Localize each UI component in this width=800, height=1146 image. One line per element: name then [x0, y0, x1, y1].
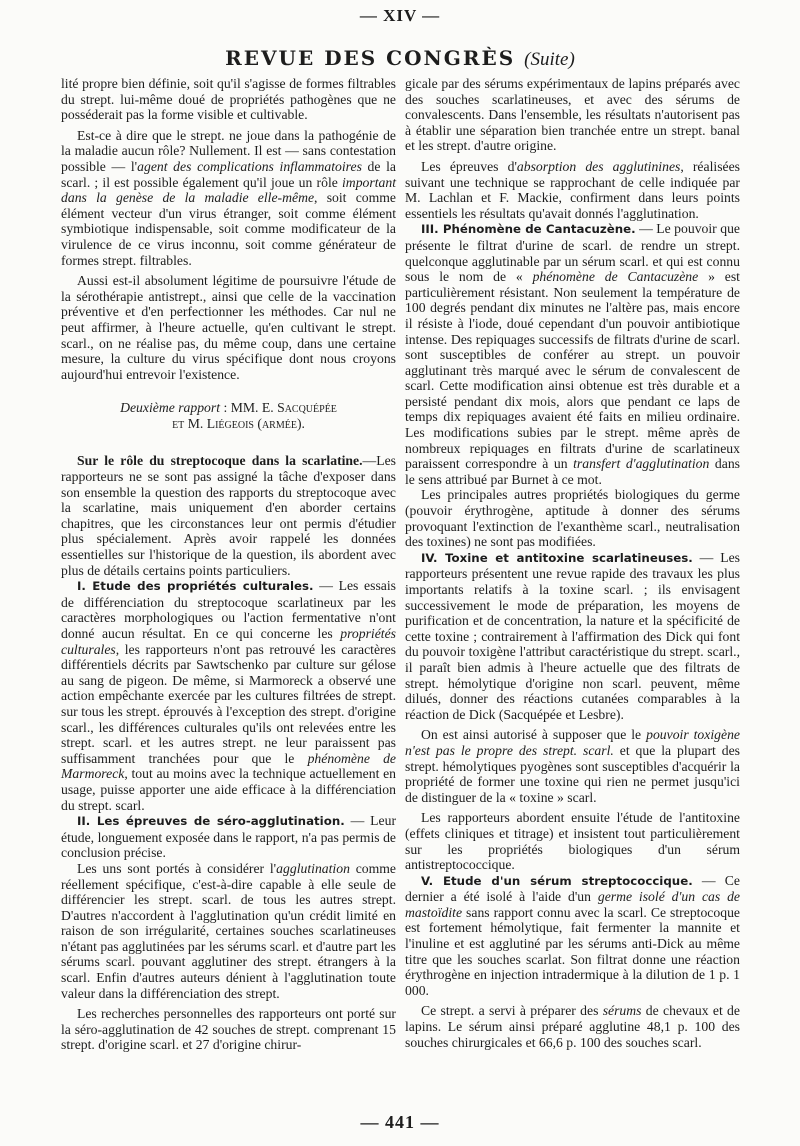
- paragraph: Les recherches personnelles des rapporteurs ont porté sur la séro-agglutination de 42 souches de strept. comprenant 15 strept. d'origine scarl. et 27 d'origine chirur-: [61, 1006, 396, 1053]
- rapport-authors-2: et M. Liégeois (armée).: [172, 415, 305, 431]
- section-heading: III. Phénomène de Cantacuzène.: [421, 222, 636, 237]
- left-column: [61, 76, 396, 1053]
- section-paragraph: IV. Toxine et antitoxine scarlatineuses. — Les rapporteurs présentent une revue rapide des travaux les plus importants relatifs à la toxine scarl. ; ils envisagent successivement le mode de préparation, les moyens de purification et de concentration, la nature et la spécificité de cette toxine ; contrairement à l'affirmation des Dick qui font du pouvoir toxigène l'attribut caractéristique du strept. scarl., il paraît bien admis à l'heure actuelle que des filtrats de strept. hémolytique d'origine non scarl. peuvent, même dilués, donner des réactions cutanées comparables à la réaction de Dick (Sacquépée et Lesbre).: [405, 549, 741, 722]
- section-paragraph: III. Phénomène de Cantacuzène. — Le pouvoir que présente le filtrat d'urine de scarl. de rendre un strept. quelconque agglutinable par un sérum scarl. et qui est connu sous le nom de « phénomène de Cantacuzène » est particulièrement résistant. Non seulement la température de 100 degrés pendant dix minutes ne l'altère pas, mais encore il résiste à l'iode, doué cependant d'un pouvoir antibiotique intense. Des repiquages successifs de filtrats d'urine de scarl. sont susceptibles de conférer au strept. un pouvoir agglutinant très marqué avec le sérum de convalescent de scarl. Cette modification ainsi obtenue est très durable et a persisté pendant dix mois, alors que pendant ce laps de temps dix repiquages avaient été faits en milieu ordinaire. Les modifications subies par le strept. même après de nombreux repiquages en filtrats d'urine de scarlatineux paraissent correspondre à un transfert d'agglutination dans le sens attribué par Burnet à ce mot.: [405, 221, 740, 487]
- section-paragraph: II. Les épreuves de séro-agglutination. — Leur étude, longuement exposée dans le rapport, n'a pas permis de conclusion précise.: [61, 813, 396, 861]
- running-head-suite: (Suite): [524, 49, 575, 70]
- paragraph: gicale par des sérums expérimentaux de lapins préparés avec des souches scarlatineuses, et avec des sérums de convalescents. Dans l'ensemble, les résultats n'autorisent pas à établir une séparation bien tranchée entre un strept. banal et les strept. d'autre origine.: [405, 76, 740, 154]
- section-heading: V. Etude d'un sérum streptococcique.: [421, 873, 693, 888]
- section-paragraph: I. Etude des propriétés culturales. — Les essais de différenciation du streptocoque scarlatineux par les caractères morphologiques ou l'action fermentative n'ont donné aucun résultat. En ce qui concerne les propriétés culturales, les rapporteurs n'ont pas retrouvé les caractères différentiels décrits par Sawtschenko par culture sur gélose au sang de pigeon. De même, si Marmoreck a observé une action empêchante exercée par les cultures filtrées de strept. sur tous les strept. éprouvés à l'exception des strept. d'origine scarl., les différences culturales qu'ils ont relevées entre les strept. scarl. et les autres strept. ne leur paraissent pas suffisamment tranchées pour que le phénomène de Marmoreck, tout au moins avec la technique actuellement en usage, puisse apporter une aide efficace à la différenciation du strept. scarl.: [61, 578, 397, 813]
- paragraph: Ce strept. a servi à préparer des sérums de chevaux et de lapins. Le sérum ainsi préparé agglutine 48,1 p. 100 des souches chirurgicales et 66,6 p. 100 des souches scarl.: [405, 1003, 740, 1050]
- right-column: [405, 76, 740, 1050]
- paragraph: Aussi est-il absolument légitime de poursuivre l'étude de la sérothérapie antistrept., ainsi que celle de la vaccination préventive et d'en perfectionner les méthodes. Car nul ne peut affirmer, à l'heure actuelle, qu'en cultivant le strept. scarl., on ne réalise pas, du même coup, dans une certaine mesure, la culture du virus spécifique dont nous croyons aujourd'hui entrevoir l'existence.: [61, 273, 396, 382]
- rapport-heading: [61, 400, 396, 431]
- running-head-title: REVUE DES CONGRÈS: [225, 46, 516, 70]
- paragraph: Sur le rôle du streptocoque dans la scarlatine.—Les rapporteurs ne se sont pas assigné la tâche d'exposer dans son ensemble la question des rapports du streptocoque avec la scarlatine, mais uniquement d'en aborder certains chapitres, que les circonstances leur ont permis d'étudier plus spécialement. Après avoir rappelé les données essentielles sur l'historique de la question, ils abordent avec plus de détails certains points particuliers.: [61, 453, 396, 578]
- paragraph: Les uns sont portés à considérer l'agglutination comme réellement spécifique, c'est-à-dire capable à elle seule de différencier les strept. scarl. de tous les autres strept. D'autres n'accordent à l'agglutination qu'un crédit limité en raison de son irrégularité, certaines souches scarlatineuses n'étant pas agglutinées par les sérums scarl. et d'autre part les sérums scarl. pouvant agglutiner des strept. étrangers à la scarl. Enfin d'autres auteurs dénient à l'agglutination toute valeur dans la différenciation des strept.: [61, 860, 397, 1001]
- rapport-label: Deuxième rapport: [120, 400, 221, 416]
- running-head: [0, 46, 800, 71]
- paragraph: Est-ce à dire que le strept. ne joue dans la pathogénie de la maladie aucun rôle? Nullement. Il est — sans contestation possible — l'agent des complications inflammatoires de la scarl. ; il est possible également qu'il joue un rôle important dans la genèse de la maladie elle-même, soit comme élément vecteur d'un virus étranger, soit comme élément symbiotique indispensable, soit comme modificateur de la virulence de ce virus inconnu, soit comme générateur de formes strept. filtrables.: [61, 127, 396, 268]
- section-heading: I. Etude des propriétés culturales.: [77, 579, 314, 594]
- section-heading: IV. Toxine et antitoxine scarlatineuses.: [421, 550, 693, 565]
- section-heading: II. Les épreuves de séro-agglutination.: [77, 814, 345, 829]
- section-paragraph: V. Etude d'un sérum streptococcique. — Ce dernier a été isolé à l'aide d'un germe isolé d'un cas de mastoïdite sans rapport connu avec la scarl. Ce streptocoque est fortement hémolytique, fait fermenter la mannite et l'inuline et est agglutiné par les sérums anti-Dick au même titre que les souches scarlat. Son filtrat donne une réaction érythrogène en injection intradermique à la dilution de 1 p. 1 000.: [405, 872, 740, 998]
- paragraph: On est ainsi autorisé à supposer que le pouvoir toxigène n'est pas le propre des strept. scarl. et que la plupart des strept. hémolytiques pyogènes sont susceptibles d'acquérir la propriété de former une toxine qui rien ne permet jusqu'ici de distinguer de la « toxine » scarl.: [405, 727, 740, 805]
- paragraph: Les rapporteurs abordent ensuite l'étude de l'antitoxine (effets cliniques et titrage) et insistent tout particulièrement sur les propriétés biologiques d'un sérum antistreptococcique.: [405, 810, 740, 873]
- paragraph-lead: Sur le rôle du streptocoque dans la scarlatine.: [77, 453, 363, 469]
- folio-roman: — XIV —: [359, 6, 441, 25]
- paragraph: lité propre bien définie, soit qu'il s'agisse de formes filtrables du strept. lui-même doué de propriétés pathogènes que ne posséderait pas la forme visible et cultivable.: [61, 76, 396, 123]
- paragraph: Les principales autres propriétés biologiques du germe (pouvoir érythrogène, aptitude à donner des sérums provoquant l'extinction de l'exanthème scarl., neutralisation des toxines) ne sont pas modifiées.: [405, 487, 740, 550]
- paragraph: Les épreuves d'absorption des agglutinines, réalisées suivant une technique se rapprochant de celle indiquée par M. Lachlan et F. Mackie, confirment dans leurs points essentiels les résultats qu'avait donnés l'agglutination.: [405, 158, 740, 221]
- page-number: — 441 —: [360, 1112, 440, 1132]
- rapport-authors: : MM. E. Sacquépée: [220, 400, 337, 416]
